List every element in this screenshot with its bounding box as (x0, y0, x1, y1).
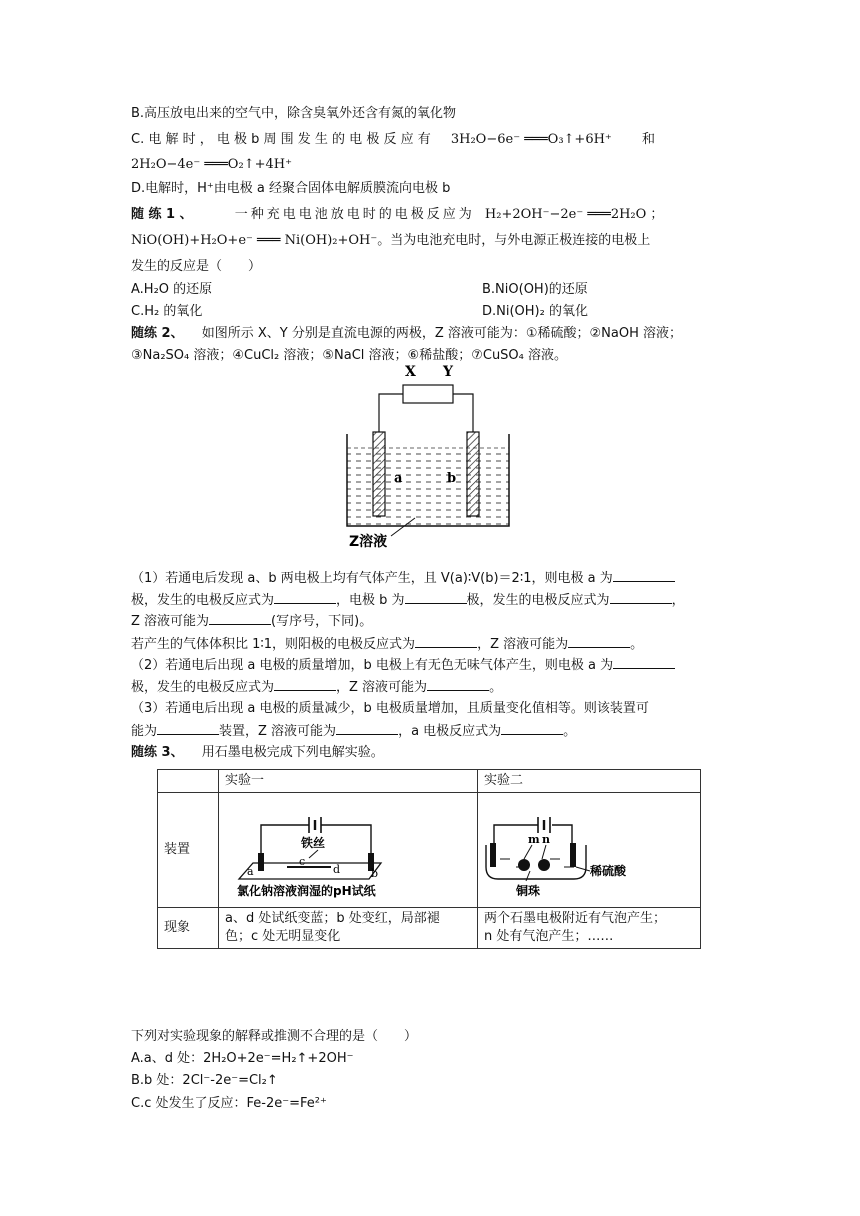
q2-text-a: （2）若通电后出现 a 电极的质量增加，b 电极上有无色无味气体产生，则电极 a 为 (131, 658, 614, 673)
solution-z (347, 448, 509, 526)
and-word: 和 (641, 132, 655, 147)
q3-text-c: 装置，Z 溶液可能为 (219, 724, 337, 739)
blank-1[interactable] (613, 569, 675, 582)
phenomenon-exp1 (219, 908, 478, 949)
choice-a: A.H₂O 的还原 (131, 282, 213, 297)
x-terminal-label: X (405, 364, 416, 380)
q1-line4 (131, 635, 643, 654)
row-label-phenomenon: 现象 (158, 908, 219, 949)
point-c-label: c (299, 855, 306, 868)
q1-text-c: ，电极 b 为 (336, 593, 405, 608)
obs2-line1: 两个石墨电极附近有气泡产生； (484, 911, 667, 926)
point-n-label: n (542, 833, 550, 846)
practice3-label: 随练 3、 (131, 745, 184, 760)
table-row (158, 793, 701, 908)
option-d-line: D.电解时，H⁺由电极 a 经聚合固体电解质膜流向电极 b (131, 181, 451, 196)
electrode-a-graphite (258, 853, 264, 871)
q1-line3 (131, 612, 372, 631)
practice3-text: 用石墨电极完成下列电解实验。 (201, 745, 384, 760)
q2-text-b: 极，发生的电极反应式为 (131, 680, 275, 695)
practice3-line (131, 744, 384, 762)
q1-line2 (131, 591, 685, 610)
final-option-b: B.b 处：2Cl⁻-2e⁻=Cl₂↑ (131, 1073, 278, 1088)
practice1-line1 (131, 206, 663, 224)
q3-text-d: ，a 电极反应式为 (398, 724, 502, 739)
header-exp1: 实验一 (219, 770, 478, 793)
blank-4[interactable] (610, 591, 672, 604)
copper-bead-2 (538, 859, 550, 871)
q1-text-a: （1）若通电后发现 a、b 两电极上均有气体产生，且 V(a)∶V(b)＝2∶1，则电极 a 为 (131, 571, 613, 586)
wire-left (379, 394, 403, 432)
practice2-line2: ③Na₂SO₄ 溶液；④CuCl₂ 溶液；⑤NaCl 溶液；⑥稀盐酸；⑦CuSO₄ 溶液。 (131, 348, 568, 363)
exp2-diagram (480, 795, 694, 899)
q1-text-h: 若产生的气体体积比 1∶1，则阳极的电极反应式为 (131, 637, 416, 652)
table-row (158, 770, 701, 793)
iron-wire-label: 铁丝 (301, 836, 326, 850)
option-row-ab (131, 281, 212, 299)
obs1-line1: a、d 处试纸变蓝；b 处变红，局部褪 (225, 911, 440, 926)
q1-line1 (131, 569, 675, 588)
electrode-b (467, 432, 479, 516)
q2-text-d: 。 (489, 680, 503, 695)
practice2-label: 随练 2、 (131, 326, 184, 341)
practice1-line3: 发生的反应是（ ） (131, 259, 262, 274)
point-m-label: m (528, 833, 540, 846)
blank-13[interactable] (501, 722, 563, 735)
electrode-b-label: b (447, 471, 457, 486)
q1-text-i: ，Z 溶液可能为 (477, 637, 569, 652)
graphite-left (490, 843, 496, 867)
q2-line2 (131, 678, 502, 697)
z-solution-label: Z溶液 (349, 534, 388, 550)
wire-right (453, 394, 473, 432)
blank-7[interactable] (568, 635, 630, 648)
practice1-equation2: NiO(OH)+H₂O+e⁻ ═══ Ni(OH)₂+OH⁻ (131, 233, 378, 248)
final-option-a: A.a、d 处：2H₂O+2e⁻=H₂↑+2OH⁻ (131, 1051, 354, 1066)
ph-paper-caption: 氯化钠溶液润湿的pH试纸 (237, 884, 376, 898)
q1-text-g: (写序号，下同)。 (271, 614, 373, 629)
apparatus-exp1 (219, 793, 478, 908)
dilute-acid-label: 稀硫酸 (590, 864, 627, 878)
practice2-line1 (131, 325, 682, 343)
obs2-line2: n 处有气泡产生；…… (484, 929, 614, 944)
blank-3[interactable] (405, 591, 467, 604)
q3-text-b: 能为 (131, 724, 158, 739)
point-d-label: d (333, 863, 341, 876)
q1-text-j: 。 (630, 637, 644, 652)
row-label-apparatus: 装置 (158, 793, 219, 908)
apparatus-exp2 (478, 793, 701, 908)
electrolysis-cell-figure (335, 360, 520, 550)
choice-c: C.H₂ 的氧化 (131, 304, 203, 319)
exp1-diagram (221, 795, 471, 899)
table-row (158, 908, 701, 949)
blank-11[interactable] (157, 722, 219, 735)
q3-text-e: 。 (563, 724, 577, 739)
blank-9[interactable] (274, 678, 336, 691)
practice1-label: 随 练 1 、 (131, 207, 193, 222)
electrode-a (373, 432, 385, 516)
choice-b: B.NiO(OH)的还原 (482, 282, 588, 297)
practice1-equation1: H₂+2OH⁻−2e⁻ ═══2H₂O ； (484, 207, 664, 222)
q3-line2 (131, 722, 576, 741)
point-a-label: a (247, 865, 254, 878)
copper-bead-label: 铜珠 (516, 884, 541, 898)
q2-line1 (131, 656, 675, 675)
choice-d: D.Ni(OH)₂ 的氧化 (482, 304, 588, 319)
practice1-text: 一种充电电池放电时的电极反应为 (234, 207, 475, 222)
q1-text-e: ， (671, 593, 685, 608)
blank-2[interactable] (274, 591, 336, 604)
q1-text-f: Z 溶液可能为 (131, 614, 210, 629)
power-source (403, 385, 453, 403)
point-b-label: b (371, 867, 379, 880)
final-option-c: C.c 处发生了反应：Fe-2e⁻=Fe²⁺ (131, 1096, 327, 1111)
equation-ozone: 3H₂O−6e⁻ ═══O₃↑+6H⁺ (450, 132, 612, 147)
q2-text-c: ，Z 溶液可能为 (336, 680, 428, 695)
practice2-text: 如图所示 X、Y 分别是直流电源的两极，Z 溶液可能为：①稀硫酸；②NaOH 溶液； (201, 326, 683, 341)
practice1-line2 (131, 232, 650, 250)
table-corner (158, 770, 219, 793)
graphite-right (570, 843, 576, 867)
practice1-text2: 。当为电池充电时，与外电源正极连接的电极上 (377, 233, 651, 248)
blank-5[interactable] (209, 612, 271, 625)
blank-10[interactable] (427, 678, 489, 691)
electrode-a-label: a (394, 471, 403, 486)
obs1-line2: 色；c 处无明显变化 (225, 929, 341, 944)
blank-6[interactable] (415, 635, 477, 648)
option-b-line: B.高压放电出来的空气中，除含臭氧外还含有氮的氧化物 (131, 106, 457, 121)
q1-text-b: 极，发生的电极反应式为 (131, 593, 275, 608)
header-exp2: 实验二 (478, 770, 701, 793)
final-question: 下列对实验现象的解释或推测不合理的是（ ） (131, 1029, 418, 1044)
copper-bead-1 (518, 859, 530, 871)
q1-text-d: 极，发生的电极反应式为 (466, 593, 610, 608)
equation-oxygen: 2H₂O−4e⁻ ═══O₂↑+4H⁺ (131, 157, 292, 172)
blank-12[interactable] (336, 722, 398, 735)
phenomenon-exp2 (478, 908, 701, 949)
blank-8[interactable] (613, 656, 675, 669)
option-c-text: C. 电 解 时 ， 电 极 b 周 围 发 生 的 电 极 反 应 有 (131, 132, 431, 147)
experiment-table (157, 769, 701, 949)
option-c-line (131, 131, 655, 149)
q3-line1: （3）若通电后出现 a 电极的质量减少，b 电极质量增加，且质量变化值相等。则该装置可 (131, 701, 649, 716)
y-terminal-label: Y (443, 364, 453, 380)
